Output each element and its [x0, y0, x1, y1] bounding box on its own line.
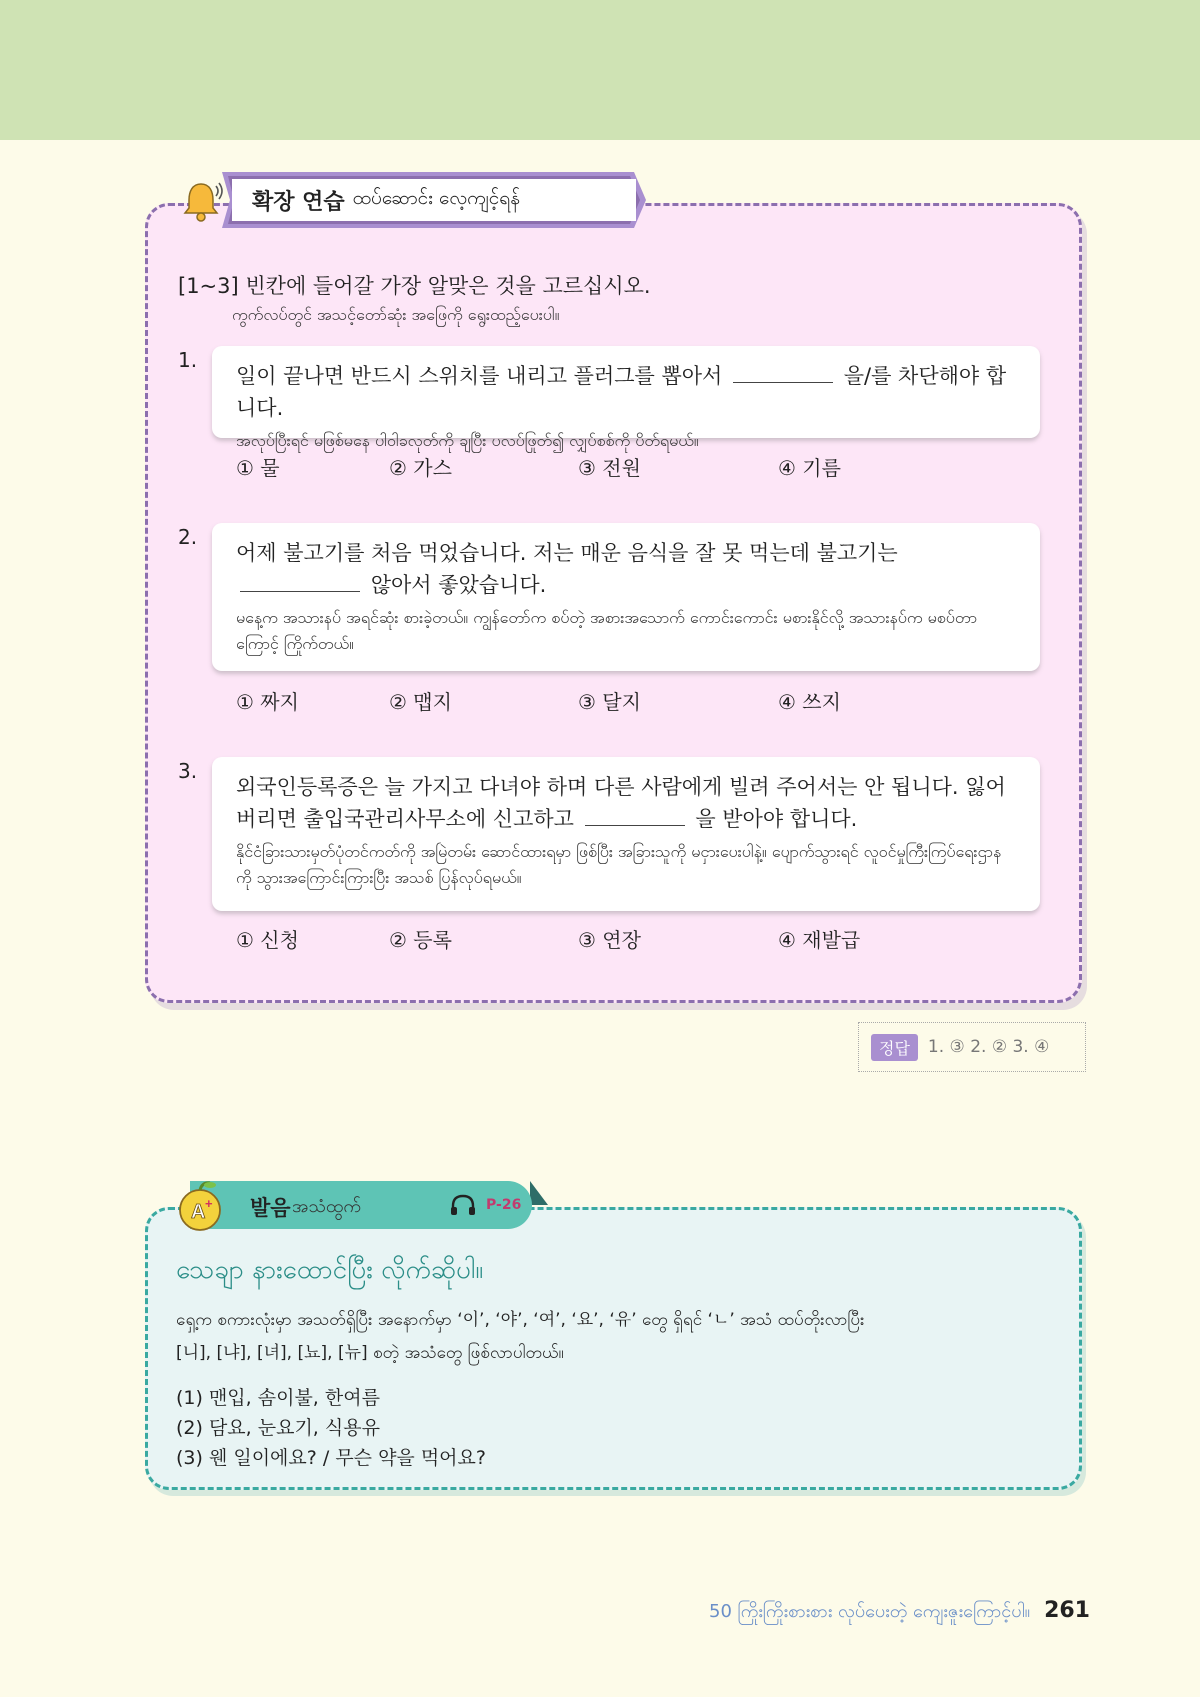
answer-badge: 정답 — [871, 1034, 918, 1061]
pronunciation-desc-line-2: [니], [냐], [녀], [뇨], [뉴] စတဲ့ အသံတွေ ဖြစ်လာပါတယ်။ — [176, 1343, 564, 1363]
title-tab-inner — [232, 179, 636, 221]
question-2-text-b: 않아서 좋았습니다. — [370, 573, 547, 597]
pronunciation-example-1: (1) 맨입, 솜이불, 한여름 — [176, 1387, 380, 1409]
question-2-card — [212, 523, 1040, 671]
pronunciation-title-tab — [190, 1181, 532, 1229]
question-2-number: 2. — [178, 525, 198, 549]
page-footer — [709, 1598, 1090, 1626]
question-3-option-4[interactable]: ④ 재발급 — [778, 928, 861, 952]
answer-key-box — [858, 1022, 1086, 1072]
question-3-text-b: 을 받아야 합니다. — [695, 807, 858, 831]
practice-title-tab — [222, 172, 646, 228]
question-3-text-a: 외국인등록증은 늘 가지고 다녀야 하며 다른 사람에게 빌려 주어서는 안 됩니다. 잃어버리면 출입국관리사무소에 신고하고 — [236, 775, 1006, 831]
question-2-text-ko — [236, 537, 1016, 601]
question-2-text-a: 어제 불고기를 처음 먹었습니다. 저는 매운 음식을 잘 못 먹는데 불고기는 — [236, 541, 898, 565]
headphone-icon[interactable] — [450, 1194, 476, 1216]
practice-title-ko: 확장 연습 — [252, 189, 345, 215]
question-2-option-3[interactable]: ③ 달지 — [578, 690, 641, 714]
bell-icon — [178, 178, 224, 224]
question-1-text-ko — [236, 360, 1016, 424]
question-2-text-my: မနေ့က အသားနပ် အရင်ဆုံး စားခဲ့တယ်။ ကျွန်တော်က စပ်တဲ့ အစားအသောက် ကောင်းကောင်း မစားနိုင်လို့ အသားနပ်က မစပ်တာကြောင့် ကြိုက်တယ်။ — [236, 608, 978, 653]
question-2-option-1[interactable]: ① 짜지 — [236, 690, 299, 714]
audio-page-ref[interactable]: P-26 — [486, 1197, 522, 1213]
question-1-blank — [733, 360, 833, 383]
pronunciation-example-3: (3) 웬 일이에요? / 무슨 약을 먹어요? — [176, 1447, 486, 1469]
footer-chapter-title: 50 ကြိုးကြိုးစားစား လုပ်ပေးတဲ့ ကျေးဇူးကြောင့်ပါ။ — [709, 1601, 1031, 1622]
pronunciation-description — [176, 1304, 1056, 1370]
pronunciation-title-ko: 발음 — [250, 1196, 291, 1220]
question-2-blank — [240, 569, 360, 592]
instruction-ko: [1~3] 빈칸에 들어갈 가장 알맞은 것을 고르십시오. — [178, 274, 651, 298]
question-3-option-1[interactable]: ① 신청 — [236, 928, 299, 952]
question-3-number: 3. — [178, 759, 198, 783]
question-1-number: 1. — [178, 348, 198, 372]
pronunciation-desc-line-1: ရှေ့က စကားလုံးမှာ အသတ်ရှိပြီး အနောက်မှာ ‘이’, ‘야’, ‘여’, ‘요’, ‘유’ တွေ ရှိရင် ‘ㄴ’ အသံ ထပ်တိုးလာပြီး — [176, 1310, 865, 1330]
question-3-blank — [585, 803, 685, 826]
question-1-option-1[interactable]: ① 물 — [236, 456, 280, 480]
svg-text:+: + — [205, 1196, 213, 1211]
question-3-text-ko — [236, 771, 1016, 835]
question-2-option-4[interactable]: ④ 쓰지 — [778, 690, 841, 714]
page-number: 261 — [1044, 1598, 1090, 1623]
question-1-text-a: 일이 끝나면 반드시 스위치를 내리고 플러그를 뽑아서 — [236, 364, 723, 388]
question-1-option-4[interactable]: ④ 기름 — [778, 456, 841, 480]
question-3-option-2[interactable]: ② 등록 — [389, 928, 452, 952]
top-header-band — [0, 0, 1200, 140]
pronunciation-title-my: အသံထွက် — [292, 1196, 361, 1217]
answer-key-text: 1. ③ 2. ② 3. ④ — [927, 1037, 1050, 1057]
question-3-card — [212, 757, 1040, 911]
question-1-text-my: အလုပ်ပြီးရင် မဖြစ်မနေ ပါဝါခလုတ်ကို ချပြီး ပလပ်ဖြုတ်၍ လျှပ်စစ်ကို ပိတ်ရမယ်။ — [236, 431, 699, 450]
instruction-my: ကွက်လပ်တွင် အသင့်တော်ဆုံး အဖြေကို ရွေးထည့်ပေးပါ။ — [232, 305, 560, 324]
question-1-option-3[interactable]: ③ 전원 — [578, 456, 641, 480]
pronunciation-example-2: (2) 담요, 눈요기, 식용유 — [176, 1417, 380, 1439]
question-3-option-3[interactable]: ③ 연장 — [578, 928, 641, 952]
question-1-option-2[interactable]: ② 가스 — [389, 456, 452, 480]
question-2-option-2[interactable]: ② 맵지 — [389, 690, 452, 714]
practice-title-my: ထပ်ဆောင်း လေ့ကျင့်ရန် — [352, 187, 521, 209]
apple-a-plus-icon — [172, 1180, 228, 1232]
question-1-text-b: 을/를 차단해야 합니다. — [236, 364, 1007, 420]
question-3-text-my: နိုင်ငံခြားသားမှတ်ပုံတင်ကတ်ကို အမြဲတမ်း ဆောင်ထားရမှာ ဖြစ်ပြီး အခြားသူကို မငှားပေးပါနဲ့။ ပျောက်သွားရင် လူဝင်မှုကြီးကြပ်ရေးဌာနကို သွားအကြောင်းကြားပြီး အသစ် ပြန်လုပ်ရမယ်။ — [236, 842, 1002, 887]
svg-text:A: A — [191, 1201, 206, 1223]
pronunciation-heading: သေချာ နားထောင်ပြီး လိုက်ဆိုပါ။ — [176, 1255, 484, 1285]
question-1-card — [212, 346, 1040, 450]
pronunciation-tab-notch — [530, 1181, 548, 1205]
